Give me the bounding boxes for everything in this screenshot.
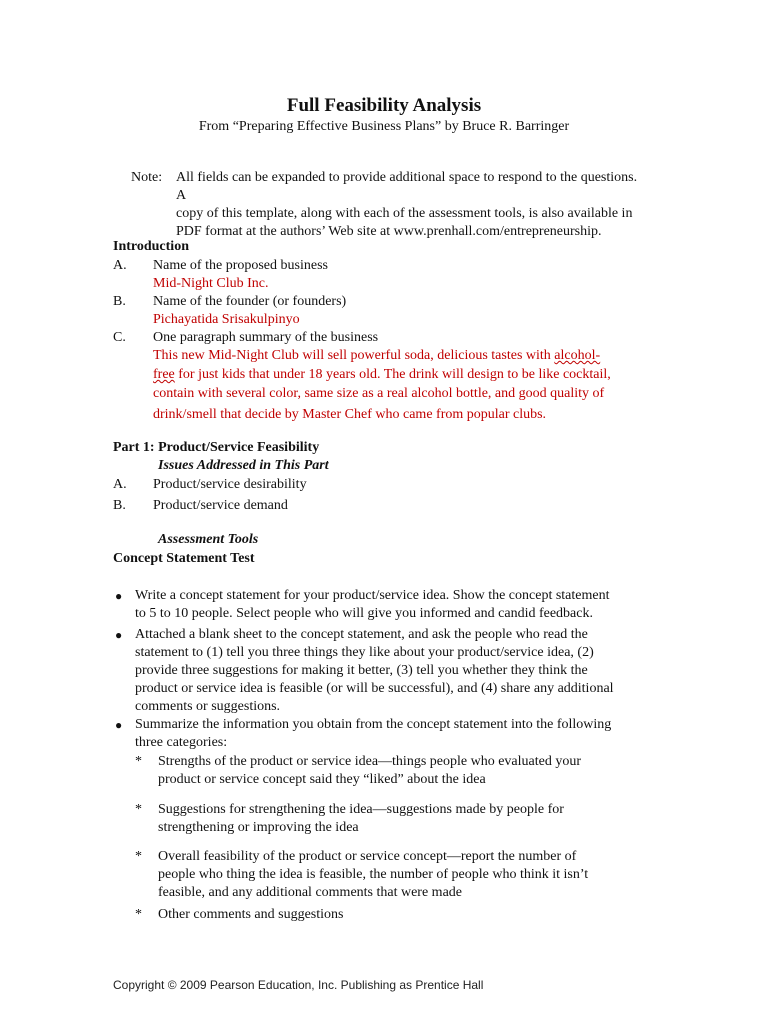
bullet-line: product or service idea is feasible (or will be successful), and (4) share any additional [135, 681, 614, 696]
sub-item-line: people who thing the idea is feasible, the number of people who think it isn’t [158, 867, 589, 882]
page-subtitle: From “Preparing Effective Business Plans” by Bruce R. Barringer [198, 119, 570, 134]
part1-item-letter: B. [113, 498, 126, 513]
bullet-line: Write a concept statement for your product/service idea. Show the concept statement [135, 588, 610, 603]
bullet-item [135, 716, 655, 752]
part1-item-letter: A. [113, 477, 127, 492]
founder-name-answer: Pichayatida Srisakulpinyo [153, 312, 300, 327]
bullet-line: statement to (1) tell you three things they like about your product/service idea, (2) [135, 645, 594, 660]
bullet-item [135, 587, 655, 623]
asterisk-icon: * [135, 849, 142, 864]
sub-item [158, 848, 638, 902]
asterisk-icon: * [135, 754, 142, 769]
note-line: copy of this template, along with each of the assessment tools, is also available in [176, 206, 633, 221]
business-name-answer: Mid-Night Club Inc. [153, 276, 269, 291]
sub-item-line: feasible, and any additional comments that were made [158, 885, 463, 900]
introduction-heading: Introduction [113, 239, 189, 254]
page-title: Full Feasibility Analysis [286, 95, 482, 116]
sub-item-line: Overall feasibility of the product or service concept—report the number of [158, 849, 577, 864]
note-text [176, 169, 646, 241]
bullet-icon: ● [115, 589, 123, 603]
asterisk-icon: * [135, 802, 142, 817]
summary-text: contain with several color, same size as a real alcohol bottle, and good quality of [153, 386, 605, 401]
bullet-line: to 5 to 10 people. Select people who will give you informed and candid feedback. [135, 606, 593, 621]
part1-heading: Part 1: Product/Service Feasibility [113, 440, 320, 455]
intro-item-letter: A. [113, 258, 127, 273]
bullet-line: Summarize the information you obtain from the concept statement into the following [135, 717, 612, 732]
intro-item-label: One paragraph summary of the business [153, 330, 379, 345]
summary-text: for just kids that under 18 years old. The drink will design to be like cocktail, [174, 367, 611, 382]
spellcheck-word: free [153, 367, 175, 382]
bullet-icon: ● [115, 628, 123, 642]
intro-item-letter: C. [113, 330, 126, 345]
sub-item-line: product or service concept said they “liked” about the idea [158, 772, 486, 787]
intro-item-label: Name of the proposed business [153, 258, 328, 273]
sub-item-line: Strengths of the product or service idea—things people who evaluated your [158, 754, 581, 769]
sub-item-line: Suggestions for strengthening the idea—suggestions made by people for [158, 802, 564, 817]
bullet-line: comments or suggestions. [135, 699, 281, 714]
business-summary-answer [153, 347, 653, 425]
part1-item-label: Product/service demand [153, 498, 288, 513]
intro-item-letter: B. [113, 294, 126, 309]
bullet-item [135, 626, 655, 716]
note-line: All fields can be expanded to provide additional space to respond to the questions. A [176, 170, 638, 203]
sub-item-line: Other comments and suggestions [158, 907, 344, 922]
intro-item-label: Name of the founder (or founders) [153, 294, 347, 309]
note-line: PDF format at the authors’ Web site at www.prenhall.com/entrepreneurship. [176, 224, 602, 239]
asterisk-icon: * [135, 907, 142, 922]
issues-heading: Issues Addressed in This Part [158, 458, 329, 473]
copyright-footer: Copyright © 2009 Pearson Education, Inc. Publishing as Prentice Hall [113, 978, 484, 992]
bullet-line: provide three suggestions for making it better, (3) tell you whether they think the [135, 663, 588, 678]
note-label: Note: [131, 170, 163, 185]
summary-text: This new Mid-Night Club will sell powerful soda, delicious tastes with [153, 348, 555, 363]
bullet-line: three categories: [135, 735, 228, 750]
part1-item-label: Product/service desirability [153, 477, 307, 492]
spellcheck-word: alcohol- [554, 348, 601, 363]
assessment-tools-heading: Assessment Tools [158, 532, 259, 547]
sub-item [158, 906, 638, 924]
bullet-icon: ● [115, 718, 123, 732]
sub-item [158, 801, 638, 837]
sub-item [158, 753, 638, 789]
summary-text: drink/smell that decide by Master Chef who came from popular clubs. [153, 407, 547, 422]
sub-item-line: strengthening or improving the idea [158, 820, 359, 835]
bullet-line: Attached a blank sheet to the concept statement, and ask the people who read the [135, 627, 588, 642]
concept-test-heading: Concept Statement Test [113, 551, 255, 566]
